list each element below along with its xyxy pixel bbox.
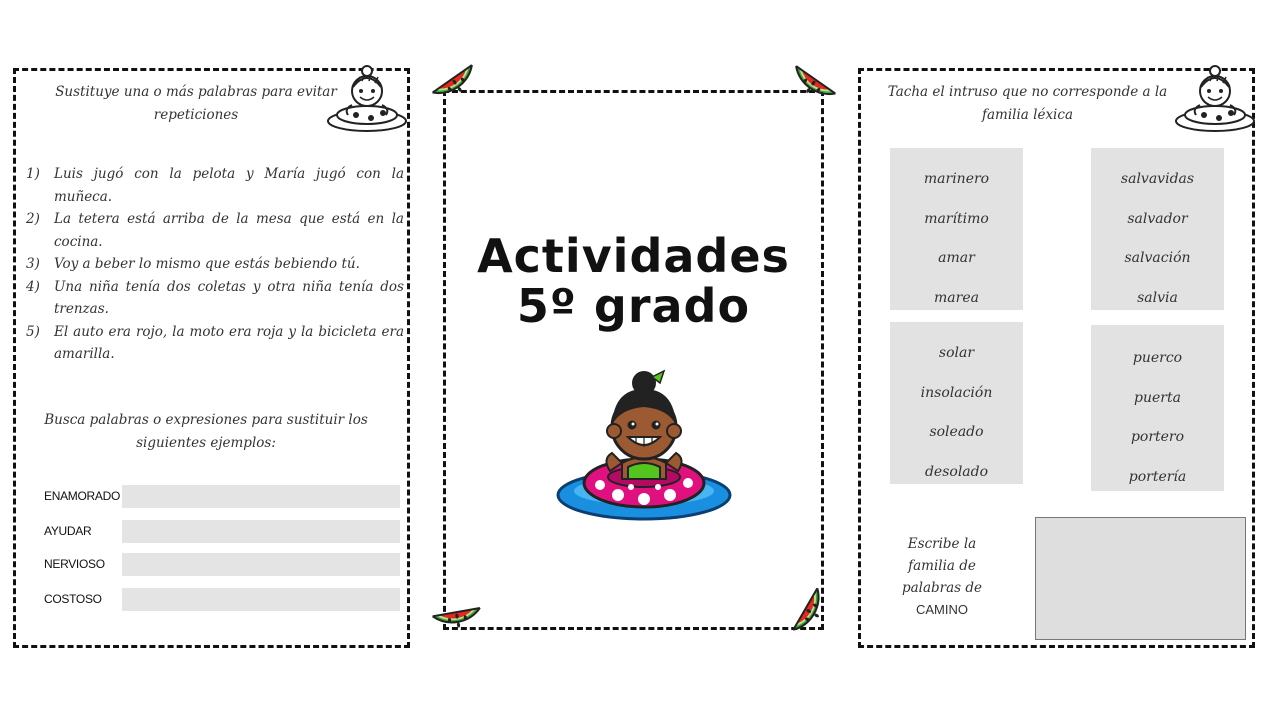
list-item: 5) El auto era rojo, la moto era roja y la bicicleta era amarilla.: [26, 323, 404, 362]
word-family-box[interactable]: [1091, 148, 1224, 310]
word-option[interactable]: salvavidas: [1120, 171, 1195, 187]
word-option[interactable]: salvador: [1127, 210, 1188, 227]
right-worksheet: [858, 68, 1255, 648]
list-item: 1) Luis jugó con la pelota y María jugó con la muñeca.: [26, 166, 404, 205]
cover-title-line2: 5º grado: [516, 279, 751, 333]
answer-field[interactable]: [122, 588, 400, 611]
word-option[interactable]: solar: [938, 345, 975, 361]
family-prompt-text: Escribe la familia de palabras de: [901, 536, 983, 596]
left-title: Sustituye una o más palabras para evitar repeticiones: [55, 84, 337, 123]
word-row-costoso: [44, 588, 402, 612]
word-option[interactable]: salvación: [1124, 250, 1191, 266]
word-row-enamorado: [44, 485, 402, 509]
word-row-ayudar: [44, 520, 402, 544]
exercise-list: [26, 163, 404, 366]
word-option[interactable]: portero: [1130, 429, 1185, 445]
word-label: NERVIOSO: [44, 557, 105, 571]
watermelon-slice-icon: [423, 587, 493, 657]
left-worksheet: [13, 68, 410, 648]
word-option[interactable]: marítimo: [924, 210, 989, 227]
cover-title: [446, 231, 821, 331]
word-option[interactable]: salvia: [1137, 289, 1178, 306]
family-answer-box[interactable]: [1035, 517, 1246, 640]
kid-swim-ring-icon: [326, 63, 408, 133]
cover-page: [443, 90, 824, 630]
word-option[interactable]: marea: [934, 289, 979, 306]
word-option[interactable]: amar: [938, 250, 975, 266]
word-option[interactable]: portería: [1128, 468, 1187, 485]
right-title: Tacha el intruso que no corresponde a la familia léxica: [887, 84, 1168, 123]
family-prompt-word: CAMINO: [916, 602, 968, 617]
word-row-nervioso: [44, 553, 402, 577]
word-option[interactable]: insolación: [920, 384, 993, 401]
girl-swim-ring-illustration: [556, 359, 736, 524]
word-option[interactable]: desolado: [924, 463, 989, 480]
list-item: 4) Una niña tenía dos coletas y otra niña tenía dos trenzas.: [26, 278, 404, 317]
word-family-box[interactable]: [1091, 325, 1224, 491]
word-option[interactable]: marinero: [923, 171, 990, 187]
answer-field[interactable]: [122, 553, 400, 576]
list-item: 2) La tetera está arriba de la mesa que está en la cocina.: [26, 211, 404, 250]
kid-swim-ring-icon: [1174, 63, 1256, 133]
word-option[interactable]: puerta: [1134, 389, 1181, 406]
word-family-box[interactable]: [890, 148, 1023, 310]
word-option[interactable]: soleado: [929, 424, 984, 440]
word-family-box[interactable]: [890, 322, 1023, 484]
answer-field[interactable]: [122, 520, 400, 543]
answer-field[interactable]: [122, 485, 400, 508]
cover-title-line1: Actividades: [477, 229, 790, 283]
word-label: ENAMORADO: [44, 489, 120, 503]
family-prompt: [883, 533, 1001, 621]
word-label: COSTOSO: [44, 592, 102, 606]
list-item: 3) Voy a beber lo mismo que estás bebiendo tú.: [26, 256, 360, 272]
word-option[interactable]: puerco: [1132, 350, 1183, 366]
left-subtitle: Busca palabras o expresiones para sustituir los siguientes ejemplos:: [44, 412, 368, 451]
word-label: AYUDAR: [44, 524, 92, 538]
